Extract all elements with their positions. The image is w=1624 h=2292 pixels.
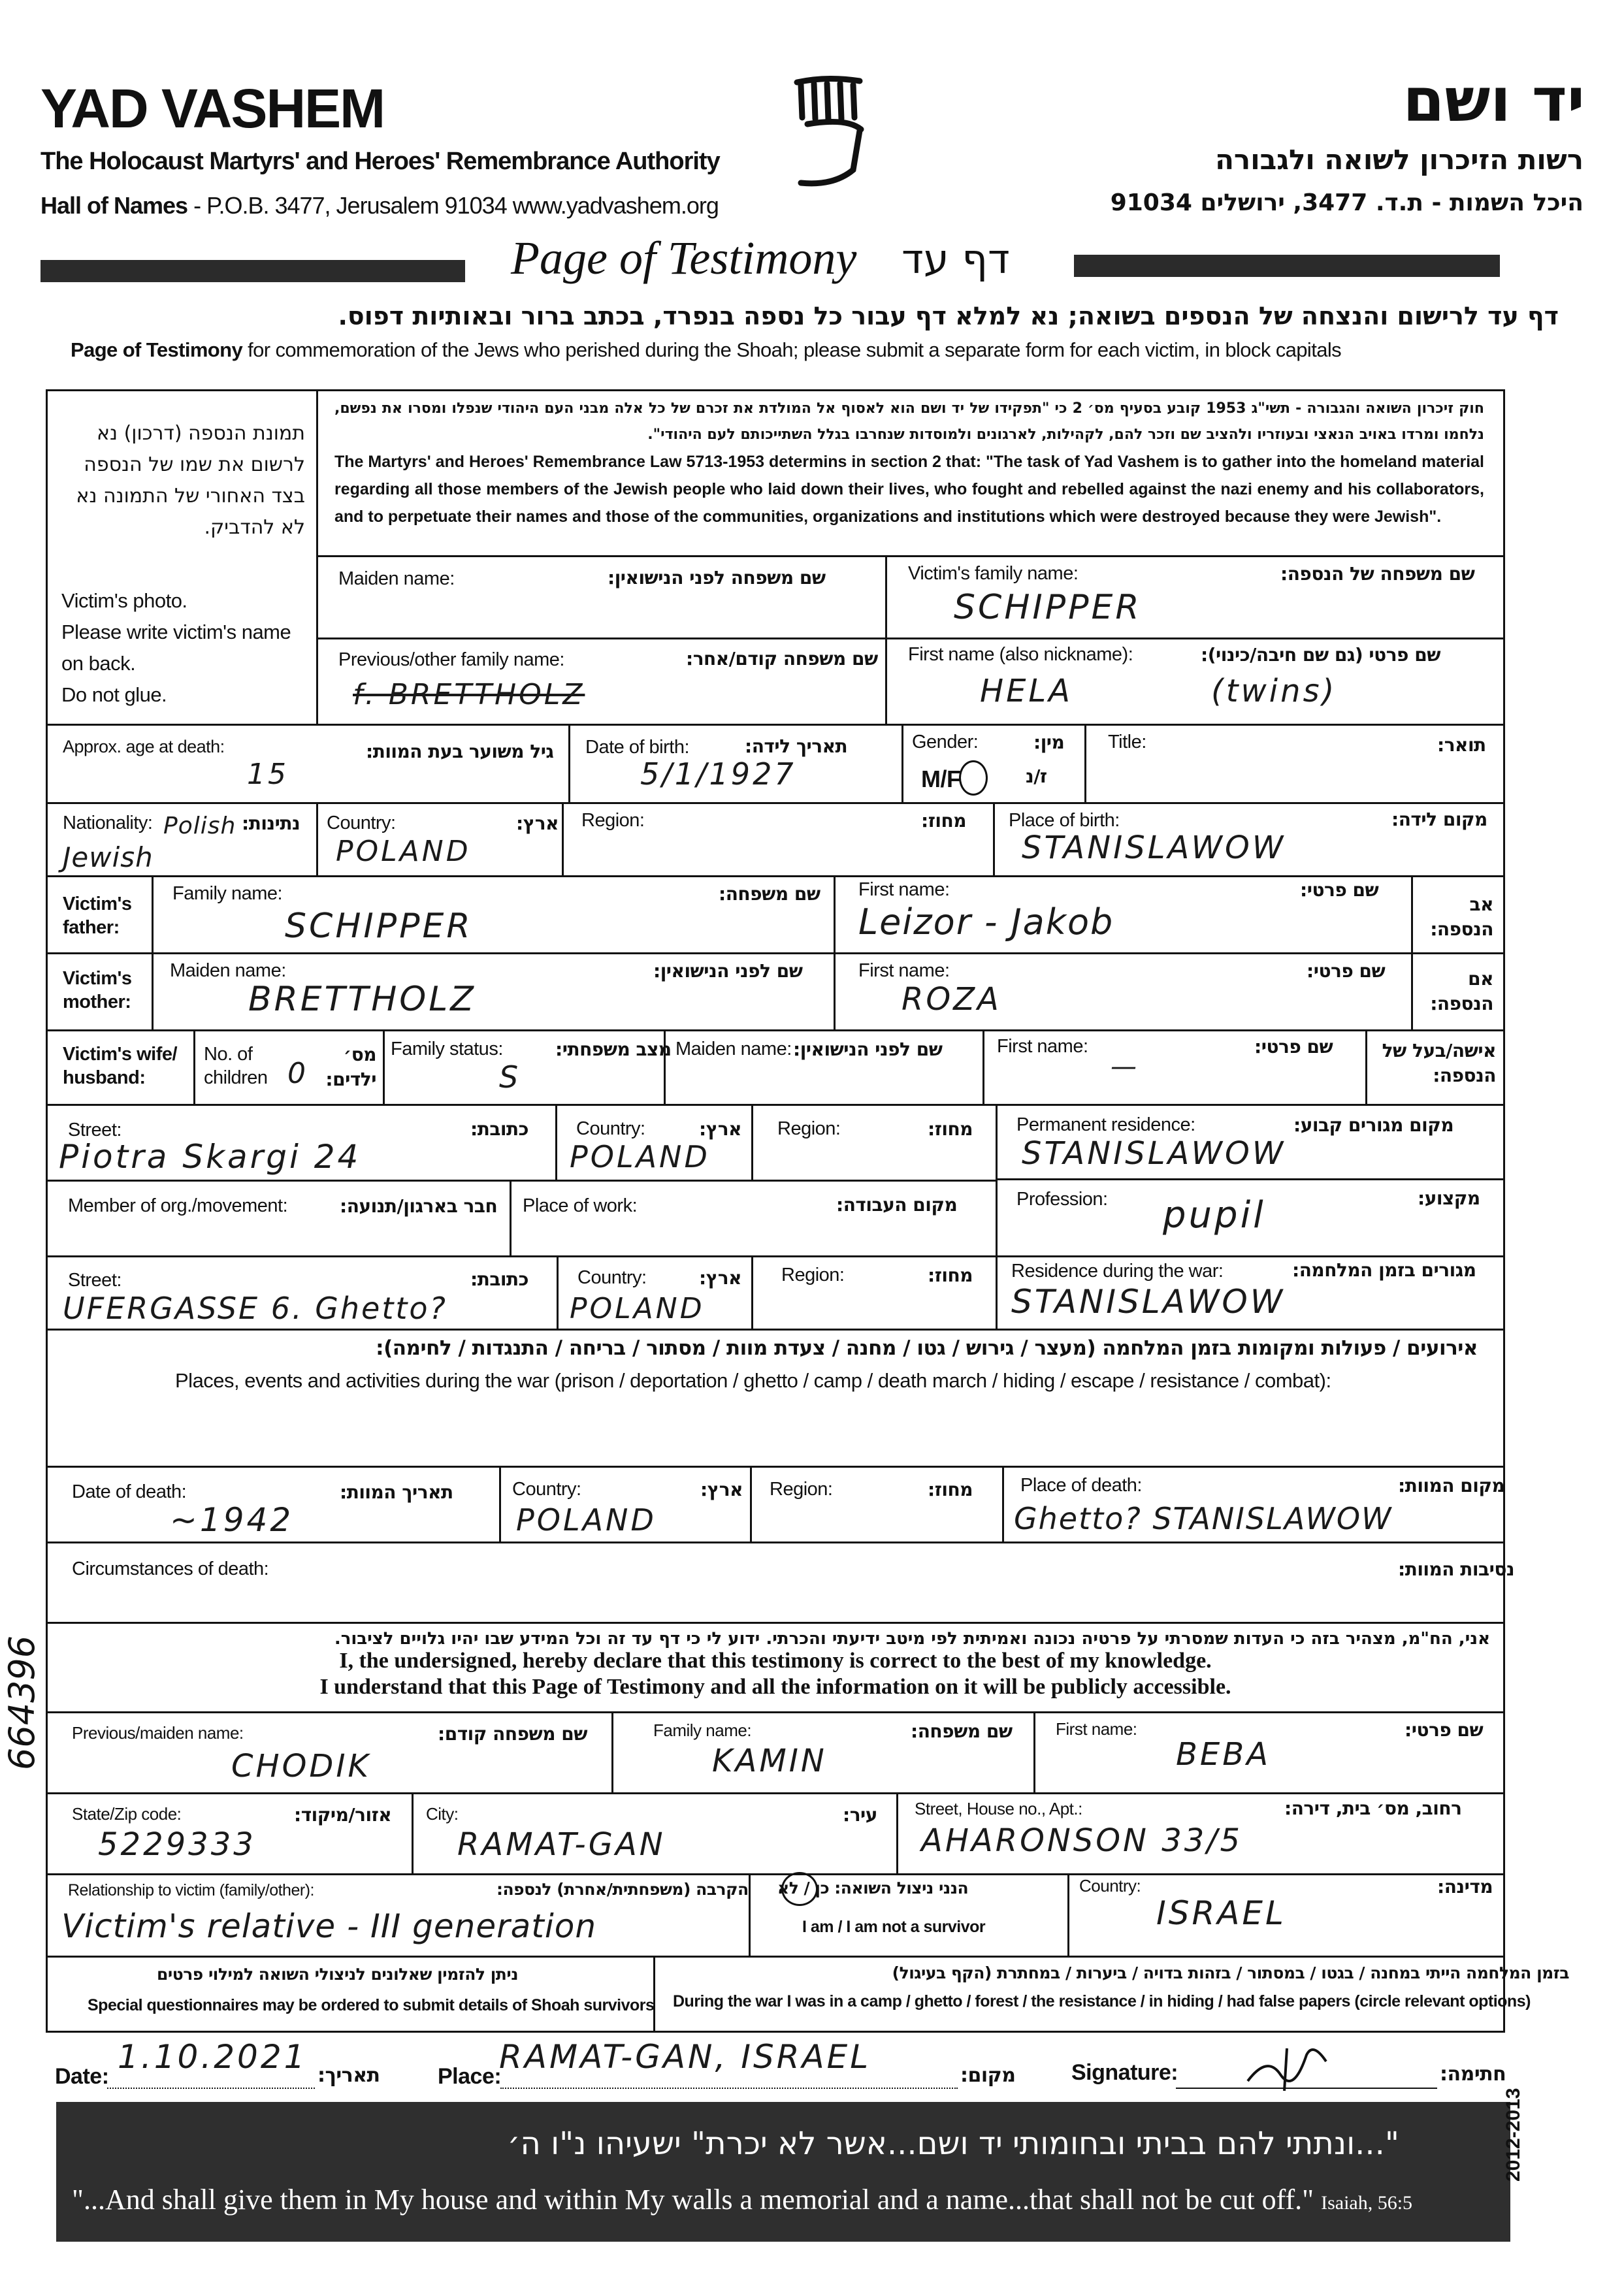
- gender-he[interactable]: ז/נ: [1026, 766, 1047, 787]
- line: [193, 1029, 195, 1104]
- victim-family-label: Victim's family name:: [908, 563, 1079, 584]
- line: [46, 1104, 1505, 1106]
- sig-label-he: חתימה:: [1440, 2063, 1506, 2086]
- declaration-en1: I, the undersigned, hereby declare that this testimony is correct to the best of my knowledge.: [339, 1649, 1212, 1673]
- victim-prev-label: Previous/other family name:: [338, 649, 564, 670]
- age-value[interactable]: 15: [247, 758, 289, 791]
- date-line: [107, 2088, 315, 2089]
- work-label: Place of work:: [523, 1195, 638, 1216]
- pob-label-he: מקום לידה:: [1391, 809, 1487, 830]
- death-date-label: Date of death:: [72, 1481, 187, 1502]
- perm-label: Permanent residence:: [1016, 1114, 1195, 1135]
- spouse-maiden-label-he: שם לפני הנישואין:: [793, 1039, 943, 1060]
- prof-value[interactable]: pupil: [1163, 1194, 1266, 1236]
- father-row-label: Victim's father:: [63, 894, 132, 938]
- line: [568, 724, 570, 802]
- dob-label: Date of birth:: [585, 737, 690, 758]
- survivor-circle: [781, 1872, 818, 1906]
- place-line: [500, 2088, 958, 2089]
- war-res-label-he: מגורים בזמן המלחמה:: [1292, 1259, 1476, 1281]
- region-label-he: מחוז:: [921, 810, 967, 831]
- title-label-he: תואר:: [1437, 734, 1486, 756]
- sub-country-value[interactable]: ISRAEL: [1156, 1894, 1286, 1932]
- heb-org-name: יד ושם: [1403, 65, 1585, 135]
- mother-maiden-value[interactable]: BRETTHOLZ: [248, 980, 476, 1019]
- sub-prev-label: Previous/maiden name:: [72, 1723, 244, 1743]
- sub-first-value[interactable]: BEBA: [1176, 1736, 1271, 1773]
- mother-first-label: First name:: [858, 960, 950, 981]
- line: [1067, 1873, 1069, 1956]
- circ-label-he: נסיבות המוות:: [1398, 1558, 1515, 1580]
- line: [46, 1873, 1505, 1875]
- spouse-row-label: Victim's wife/ husband:: [63, 1044, 178, 1088]
- sig-label: Signature:: [1071, 2060, 1178, 2085]
- line: [46, 1466, 1505, 1468]
- instruction-he: דף עד לרישום והנצחה של הנספים בשואה; נא למלא דף עבור כל נספה בנפרד, בכתב ברור ובאותיות דפוס.: [338, 302, 1559, 331]
- footer-he: "...ונתתי להם בביתי ובחומותי יד ושם...אשר לא יכרת" ישעיהו נ"ו ה׳: [507, 2125, 1399, 2162]
- war-street-value[interactable]: UFERGASSE 6. Ghetto?: [63, 1291, 447, 1326]
- line: [46, 1956, 1505, 1958]
- line: [383, 1029, 385, 1104]
- sub-family-value[interactable]: KAMIN: [712, 1743, 827, 1779]
- sub-first-label-he: שם פרטי:: [1405, 1719, 1484, 1741]
- death-region-label-he: מחוז:: [928, 1479, 973, 1500]
- city-label-he: עיר:: [843, 1804, 877, 1826]
- victim-maiden-label-he: שם משפחה לפני הנישואין:: [608, 567, 826, 589]
- title-bar-left: [41, 260, 465, 282]
- line: [316, 555, 1505, 557]
- res-street-label: Street:: [68, 1120, 122, 1140]
- line: [46, 1792, 1505, 1794]
- line: [750, 1466, 752, 1541]
- pob-value[interactable]: STANISLAWOW: [1022, 830, 1286, 866]
- yad-vashem-logo: [788, 72, 873, 196]
- place-label: Place:: [438, 2064, 502, 2089]
- death-country-label: Country:: [512, 1479, 581, 1500]
- line: [316, 802, 318, 875]
- war-street-label-he: כתובת:: [470, 1268, 528, 1290]
- res-street-label-he: כתובת:: [470, 1118, 528, 1140]
- res-country-label: Country:: [576, 1118, 645, 1139]
- line: [996, 1178, 1505, 1180]
- instruction-en: [71, 338, 1341, 362]
- gender-circle: [959, 760, 988, 796]
- line: [1033, 1711, 1035, 1792]
- nationality-value-2[interactable]: Jewish: [63, 841, 154, 873]
- spouse-first-label: First name:: [997, 1036, 1088, 1057]
- org-label-he: חבר בארגון/תנועה:: [340, 1195, 498, 1217]
- death-place-value[interactable]: Ghetto? STANISLAWOW: [1014, 1501, 1393, 1536]
- victim-first-label: First name (also nickname):: [908, 644, 1133, 665]
- victim-family-label-he: שם משפחה של הנספה:: [1280, 563, 1475, 585]
- line: [1084, 724, 1086, 802]
- mother-first-value[interactable]: ROZA: [901, 981, 1001, 1018]
- line: [316, 638, 1505, 639]
- age-label-he: גיל משוער בעת המוות:: [366, 741, 554, 762]
- line: [993, 802, 995, 875]
- mother-maiden-label: Maiden name:: [170, 960, 286, 981]
- line: [611, 1711, 613, 1792]
- sub-prev-value[interactable]: CHODIK: [231, 1748, 371, 1784]
- prof-label: Profession:: [1016, 1189, 1108, 1210]
- zip-value[interactable]: 5229333: [98, 1826, 256, 1863]
- father-family-label: Family name:: [172, 883, 283, 904]
- death-date-label-he: תאריך המוות:: [340, 1481, 453, 1503]
- sub-family-label: Family name:: [653, 1720, 752, 1740]
- mother-first-label-he: שם פרטי:: [1307, 960, 1386, 982]
- line: [749, 1873, 751, 1956]
- line: [46, 952, 1505, 954]
- res-region-label: Region:: [777, 1118, 841, 1139]
- hall-address-text: - P.O.B. 3477, Jerusalem 91034 www.yadvashem.org: [187, 192, 719, 219]
- gender-value[interactable]: M/F: [921, 766, 961, 792]
- war-region-label: Region:: [781, 1265, 845, 1285]
- spouse-first-label-he: שם פרטי:: [1254, 1036, 1333, 1057]
- line: [751, 1104, 753, 1180]
- children-label: No. of children: [204, 1044, 268, 1088]
- photo-en-4: Do not glue.: [61, 683, 167, 706]
- victim-prev-value[interactable]: f. BRETTHOLZ: [353, 678, 585, 711]
- line: [901, 724, 903, 802]
- events-area[interactable]: [59, 1398, 1489, 1463]
- photo-en-3: on back.: [61, 652, 136, 675]
- father-first-value[interactable]: Leizor - Jakob: [858, 901, 1114, 943]
- rel-label: Relationship to victim (family/other):: [68, 1881, 314, 1899]
- org-subtitle: The Holocaust Martyrs' and Heroes' Remembrance Authority: [41, 148, 720, 175]
- sub-street-label: Street, House no., Apt.:: [915, 1799, 1082, 1818]
- line: [46, 1255, 1505, 1257]
- father-family-label-he: שם משפחה:: [719, 883, 820, 905]
- war-region-label-he: מחוז:: [928, 1265, 973, 1286]
- death-date-value[interactable]: ~1942: [170, 1501, 294, 1539]
- nationality-value[interactable]: Polish: [163, 813, 236, 839]
- res-street-value[interactable]: Piotra Skargi 24: [59, 1138, 361, 1176]
- org-label: Member of org./movement:: [68, 1195, 288, 1216]
- instruction-en-text: for commemoration of the Jews who perished during the Shoah; please submit a separate form for each victim, in block capitals: [242, 338, 1342, 361]
- quest-he: ניתן להזמין שאלונים לניצולי השואה למילוי פרטים: [157, 1965, 519, 1984]
- law-en: The Martyrs' and Heroes' Remembrance Law 5713-1953 determins in section 2 that: "The task of Yad Vashem is to gather into the homeland material regarding all those members of the Jewish people who laid down their lives, who fought and rebelled against the nazi enemy and his collaborators, and to perpetuate their names and those of the communities, organizations and institutions which were destroyed because they were Jewish".: [334, 453, 1484, 526]
- age-label: Approx. age at death:: [63, 737, 225, 756]
- line: [885, 555, 887, 724]
- spouse-first-value[interactable]: —: [1111, 1052, 1139, 1082]
- line: [46, 1541, 1505, 1543]
- war-res-label: Residence during the war:: [1011, 1261, 1224, 1282]
- line: [46, 1029, 1505, 1031]
- photo-heb: תמונת הנספה (דרכון) נא לרשום את שמו של הנספה בצד האחורי של התמונה נא לא להדביק.: [76, 422, 305, 539]
- title-bar-right: [1074, 255, 1500, 277]
- page-title: Page of Testimony: [511, 232, 857, 284]
- org-name: YAD VASHEM: [41, 78, 385, 139]
- res-country-value[interactable]: POLAND: [570, 1139, 710, 1174]
- line: [1002, 1466, 1004, 1541]
- place-value[interactable]: RAMAT-GAN, ISRAEL: [499, 2038, 871, 2076]
- perm-label-he: מקום מגורים קבוע:: [1293, 1114, 1454, 1136]
- signature-mark: [1241, 2042, 1333, 2097]
- status-label-he: מצב משפחתי:: [555, 1039, 672, 1060]
- zip-label-he: אזור/מיקוד:: [294, 1804, 392, 1826]
- line: [1365, 1029, 1367, 1104]
- footer-band: [56, 2102, 1510, 2242]
- mother-row-label: Victim's mother:: [63, 968, 132, 1012]
- city-value[interactable]: RAMAT-GAN: [457, 1826, 666, 1863]
- date-value[interactable]: 1.10.2021: [118, 2038, 308, 2076]
- camp-he[interactable]: בזמן המלחמה הייתי במחנה / בגטו / במסתור / בזהות בדויה / ביערות / במחתרת (הקף בעיגול): [892, 1963, 1569, 1982]
- mother-row-label-he: אם הנספה:: [1430, 968, 1493, 1014]
- date-label-he: תאריך:: [317, 2064, 380, 2087]
- title-label: Title:: [1108, 732, 1146, 752]
- dob-value[interactable]: 5/1/1927: [640, 756, 796, 792]
- war-country-value[interactable]: POLAND: [570, 1292, 705, 1325]
- status-label: Family status:: [391, 1039, 503, 1059]
- photo-en-1: Victim's photo.: [61, 589, 187, 612]
- death-region-label: Region:: [770, 1479, 833, 1500]
- declaration-he: אני, הח"מ, מצהיר בזה כי העדות שמסרתי על פרטיה נכונה ואמיתית לפי מיטב ידיעתי והכרתי. ידוע לי כי דף עד זה וכל המידע שבו יהיו גלויים לציבור.: [334, 1629, 1490, 1649]
- death-country-label-he: ארץ:: [700, 1479, 743, 1500]
- death-place-label: Place of death:: [1020, 1475, 1142, 1496]
- line: [653, 1956, 655, 2033]
- hall-label: Hall of Names: [41, 192, 188, 219]
- sub-prev-label-he: שם משפחה קודם:: [438, 1723, 587, 1745]
- place-label-he: מקום:: [960, 2064, 1016, 2087]
- margin-number: 664396: [1, 1635, 42, 1770]
- photo-box[interactable]: [60, 418, 308, 718]
- sub-family-label-he: שם משפחה:: [911, 1720, 1013, 1742]
- father-first-label: First name:: [858, 879, 950, 900]
- footer-ref: Isaiah, 56:5: [1321, 2192, 1413, 2214]
- country-label-he: ארץ:: [516, 813, 559, 834]
- war-street-label: Street:: [68, 1270, 122, 1291]
- law-text: [334, 396, 1484, 530]
- hall-address: [41, 192, 719, 219]
- line: [555, 1104, 557, 1180]
- nationality-label-he: נתינות:: [242, 813, 300, 834]
- sub-country-label-he: מדינה:: [1437, 1876, 1493, 1897]
- victim-first-value[interactable]: HELA: [980, 673, 1073, 709]
- gender-label-he: מין:: [1033, 732, 1065, 753]
- father-row-label-he: אב הנספה:: [1430, 894, 1493, 940]
- camp-en[interactable]: During the war I was in a camp / ghetto / forest / the resistance / in hiding / had false papers (circle relevant options): [673, 1992, 1531, 2010]
- children-label-he: מס׳ ילדים:: [325, 1044, 376, 1090]
- declaration-box: [46, 1624, 1505, 1711]
- spouse-maiden-label: Maiden name:: [675, 1039, 792, 1059]
- res-region-label-he: מחוז:: [928, 1118, 973, 1140]
- events-en: Places, events and activities during the war (prison / deportation / ghetto / camp / death march / hiding / escape / resistance / combat):: [175, 1369, 1331, 1392]
- circ-label: Circumstances of death:: [72, 1558, 269, 1579]
- line: [46, 1329, 1505, 1331]
- line: [896, 1792, 898, 1873]
- heb-hall: היכל השמות - ת.ד. 3477, ירושלים 91034: [1110, 189, 1583, 216]
- father-family-value[interactable]: SCHIPPER: [285, 907, 473, 946]
- victim-prev-label-he: שם משפחה קודם/אחר:: [686, 648, 878, 670]
- sub-street-label-he: רחוב, מס׳ בית, דירה:: [1284, 1798, 1462, 1819]
- death-place-label-he: מקום המוות:: [1398, 1475, 1505, 1496]
- declaration-en2: I understand that this Page of Testimony and all the information on it will be publicly accessible.: [319, 1675, 1231, 1699]
- country-value[interactable]: POLAND: [336, 835, 471, 868]
- line: [46, 875, 1505, 877]
- res-country-label-he: ארץ:: [699, 1118, 741, 1140]
- city-label: City:: [426, 1804, 459, 1824]
- victim-first-label-he: שם פרטי (גם שם חיבה/כינוי):: [1201, 644, 1440, 666]
- line: [412, 1792, 414, 1873]
- date-label: Date:: [55, 2064, 109, 2089]
- line: [983, 1029, 984, 1104]
- line: [499, 1466, 501, 1541]
- page-title-he: דף עד: [901, 235, 1010, 283]
- survivor-en[interactable]: I am / I am not a survivor: [802, 1918, 986, 1936]
- war-res-value[interactable]: STANISLAWOW: [1011, 1283, 1286, 1321]
- line: [562, 802, 564, 875]
- line: [46, 1180, 996, 1182]
- instruction-en-bold: Page of Testimony: [71, 338, 243, 361]
- prof-label-he: מקצוע:: [1418, 1187, 1480, 1209]
- pob-label: Place of birth:: [1009, 810, 1120, 831]
- footer-en: "...And shall give them in My house and within My walls a memorial and a name...that shall not be cut off.": [72, 2184, 1314, 2216]
- rel-label-he: הקרבה (משפחתית/אחרת) לנספה:: [496, 1880, 749, 1899]
- quest-en: Special questionnaires may be ordered to submit details of Shoah survivors: [88, 1996, 655, 2014]
- country-label: Country:: [327, 813, 396, 833]
- events-he: אירועים / פעולות ומקומות בזמן המלחמה (מעצר / גירוש / גטו / מחנה / צעדת מוות / מסתור / בריחה / התנגדות / לחימה):: [376, 1336, 1478, 1360]
- line: [557, 1255, 559, 1329]
- victim-family-value[interactable]: SCHIPPER: [954, 588, 1142, 627]
- spouse-row-label-he: אישה/בעל של הנספה:: [1382, 1040, 1496, 1086]
- victim-maiden-label: Maiden name:: [338, 568, 455, 589]
- heb-org-subtitle: רשות הזיכרון לשואה ולגבורה: [1215, 144, 1583, 176]
- line: [46, 802, 1505, 804]
- region-label: Region:: [581, 810, 645, 831]
- line: [751, 1255, 753, 1329]
- sub-first-label: First name:: [1056, 1719, 1137, 1739]
- death-country-value[interactable]: POLAND: [516, 1502, 657, 1538]
- victim-first-note[interactable]: (twins): [1211, 673, 1337, 709]
- footer-en-line: [72, 2183, 1412, 2216]
- war-country-label-he: ארץ:: [699, 1267, 741, 1289]
- survivor-he[interactable]: הנני ניצול השואה: כן / לא: [777, 1879, 969, 1897]
- mother-maiden-label-he: שם לפני הנישואין:: [653, 960, 803, 982]
- nationality-label: Nationality:: [63, 813, 153, 833]
- photo-en-2: Please write victim's name: [61, 621, 291, 643]
- children-value[interactable]: 0: [287, 1057, 308, 1090]
- perm-value[interactable]: STANISLAWOW: [1022, 1135, 1286, 1172]
- work-label-he: מקום העבודה:: [836, 1194, 958, 1216]
- line: [996, 1255, 998, 1329]
- edition-year: 2012-2013: [1502, 2088, 1524, 2182]
- zip-label: State/Zip code:: [72, 1804, 182, 1824]
- law-heb: חוק זיכרון השואה והגבורה - תשי"ג 1953 קובע בסעיף מס׳ 2 כי "תפקידו של יד ושם הוא לאסוף אל המולדת את זכרם של כל אלה מבני העם היהודי שנפלו ומסרו את נפשם, נלחמו ומרדו באויב הנאצי ובעוזריו ולהציב שם וזכר להם, לקהילות, לארגונים ולמוסדות שנחרבו בגלל השתייכותם לעם היהודי".: [334, 400, 1484, 443]
- line: [46, 724, 1505, 726]
- dob-label-he: תאריך לידה:: [745, 735, 848, 757]
- sub-street-value[interactable]: AHARONSON 33/5: [921, 1822, 1243, 1859]
- rel-value[interactable]: Victim's relative - III generation: [61, 1907, 597, 1945]
- status-value[interactable]: S: [499, 1059, 521, 1095]
- war-country-label: Country:: [577, 1267, 647, 1288]
- sub-country-label: Country:: [1079, 1876, 1141, 1896]
- line: [510, 1180, 512, 1255]
- father-first-label-he: שם פרטי:: [1300, 879, 1379, 901]
- gender-label: Gender:: [912, 732, 979, 752]
